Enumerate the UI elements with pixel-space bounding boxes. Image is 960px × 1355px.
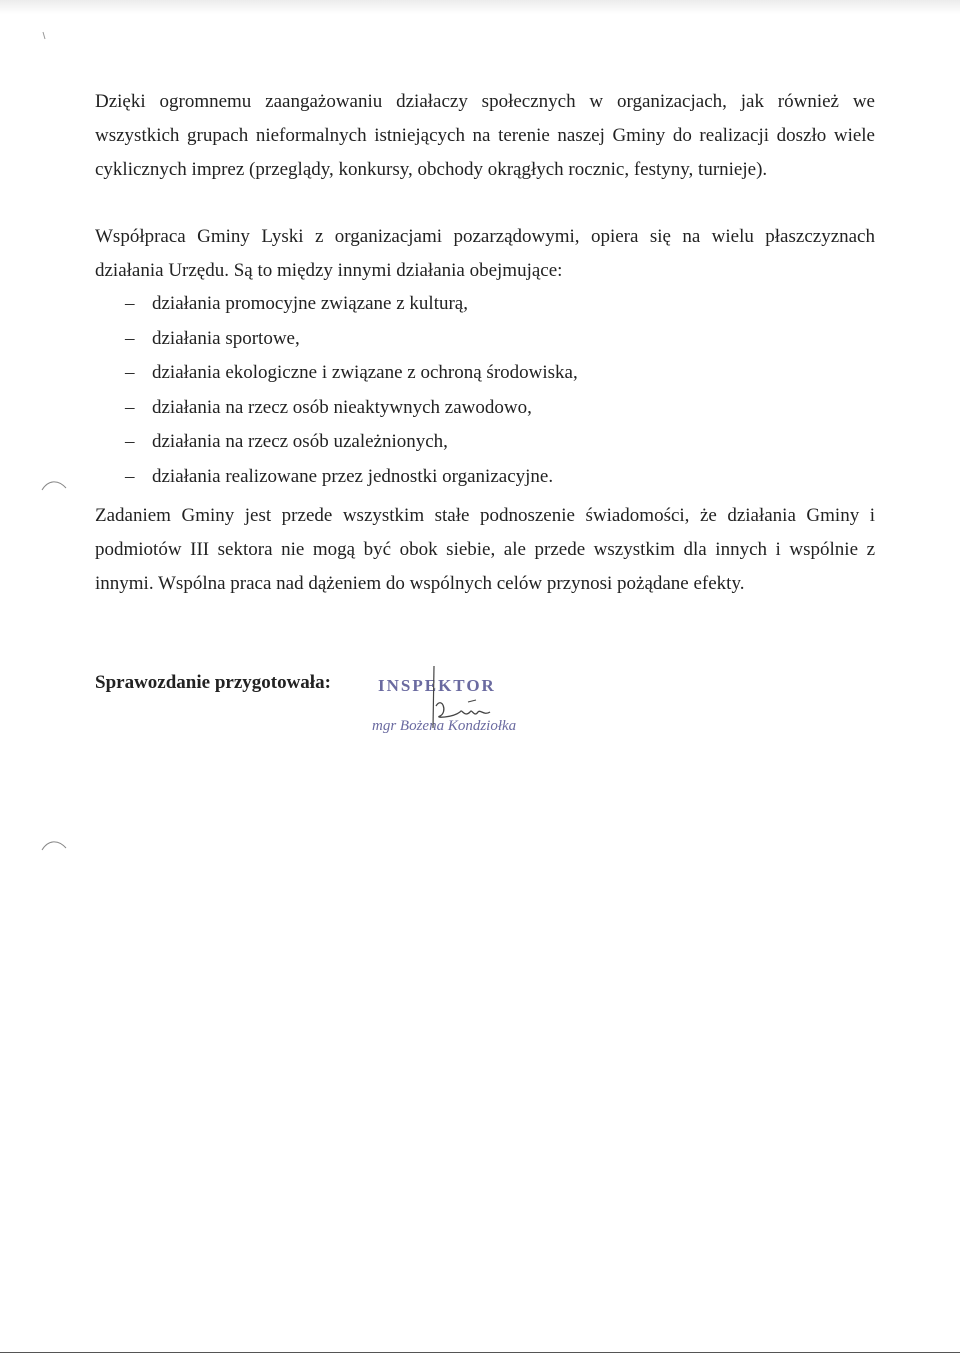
list-item [95, 460, 875, 495]
list-item [95, 356, 875, 391]
list-item-text: działania ekologiczne i związane z ochroną środowiska, [152, 362, 578, 384]
punch-hole-mark [40, 478, 68, 492]
list-item-text: działania na rzecz osób uzależnionych, [152, 431, 448, 453]
list-item [95, 322, 875, 357]
paragraph-1: Dzięki ogromnemu zaangażowaniu działaczy społecznych w organizacjach, jak również we wszystkich grupach nieformalnych istniejących na terenie naszej Gminy do realizacji doszło wiele cyklicznych imprez (przeglądy, konkursy, obchody okrągłych rocznic, festyny, turnieje). [95, 91, 875, 180]
list-item-text: działania realizowane przez jednostki organizacyjne. [152, 465, 554, 487]
paragraph-2: Współpraca Gminy Lyski z organizacjami pozarządowymi, opiera się na wielu płaszczyznach działania Urzędu. Są to między innymi działania obejmujące: [95, 226, 875, 281]
list-dash: – [125, 362, 135, 384]
stamp-title: INSPEKTOR [378, 676, 496, 695]
list-item-text: działania na rzecz osób nieaktywnych zawodowo, [152, 396, 532, 418]
list-dash: – [125, 396, 135, 418]
list-dash: – [125, 327, 135, 349]
scan-speck [38, 30, 48, 42]
scan-edge-bottom [0, 1352, 960, 1353]
list-item-text: działania sportowe, [152, 327, 300, 349]
list-item [95, 287, 875, 322]
scan-shadow-top [0, 0, 960, 14]
list-dash: – [125, 431, 135, 453]
list-dash: – [125, 293, 135, 314]
paragraph-3: Zadaniem Gminy jest przede wszystkim stałe podnoszenie świadomości, że działania Gminy i podmiotów III sektora nie mogą być obok siebie, ale przede wszystkim dla innych i wspólnie z innymi. Wspólna praca nad dążeniem do wspólnych celów przynosi pożądane efekty. [95, 505, 875, 594]
list-dash: – [125, 465, 135, 487]
signature-label: Sprawozdanie przygotowała: [95, 672, 331, 693]
stamp-name: mgr Bożena Kondziołka [372, 718, 517, 734]
punch-hole-mark [40, 838, 68, 852]
list-item [95, 391, 875, 426]
list-item [95, 425, 875, 460]
official-stamp [372, 662, 572, 752]
activities-list [95, 287, 875, 495]
handwritten-signature [412, 662, 512, 732]
list-item-text: działania promocyjne związane z kulturą, [152, 293, 468, 314]
